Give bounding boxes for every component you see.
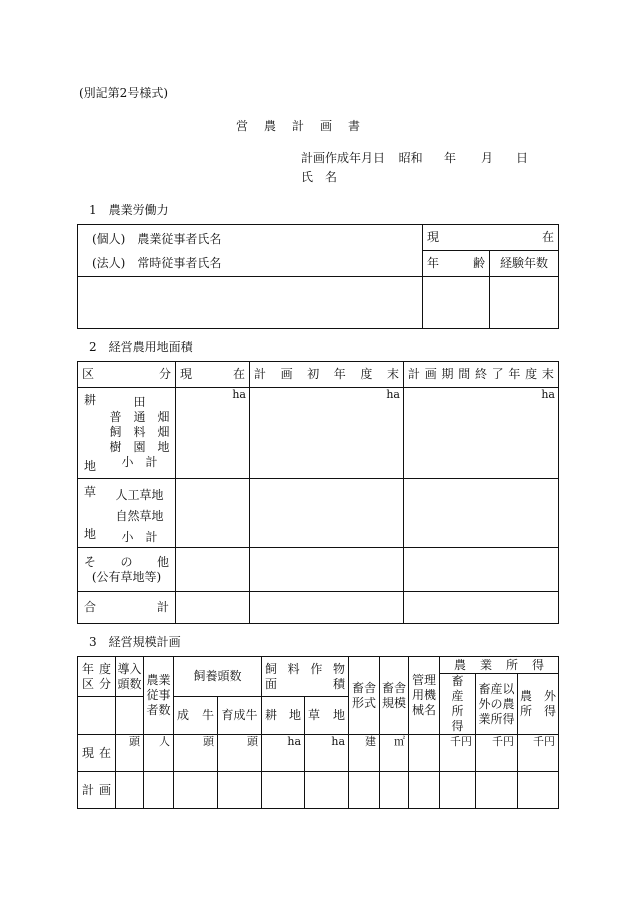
row-plan-label: 計 画 — [78, 772, 116, 809]
grassland-label: 草 地 人工草地 自然草地 小 計 — [78, 479, 176, 548]
land-table — [77, 361, 559, 624]
livestock-header: 飼養頭数 — [174, 657, 262, 697]
other-farm-income-unit: 千円 — [476, 735, 518, 772]
arable-unit: ha — [262, 735, 305, 772]
artificial-grass-label: 人工草地 — [115, 487, 164, 502]
workers-header: 農業 従事 者数 — [144, 657, 174, 735]
experience-header: 経験年数 — [490, 251, 559, 277]
intro-heads-header: 導入 頭数 — [116, 657, 144, 697]
worker-name-header — [78, 225, 423, 277]
form-label: (別記第2号様式) — [79, 86, 168, 100]
young-unit: 頭 — [218, 735, 262, 772]
feed-field-label: 飼 料 畑 — [109, 424, 170, 439]
non-farm-income-unit: 千円 — [518, 735, 559, 772]
plan-start-area-cell: ha — [250, 388, 404, 479]
adult-unit: 頭 — [174, 735, 218, 772]
subtotal-label: 小 計 — [121, 454, 158, 469]
other-label: そ の 他 (公有草地等) — [78, 548, 176, 592]
machinery-header: 管理 用機 械名 — [409, 657, 440, 735]
date-label: 計画作成年月日 — [301, 151, 386, 165]
age-header: 年 齢 — [423, 251, 490, 277]
year-division-header: 年 度 区 分 — [78, 657, 116, 697]
barn-form-header: 畜舎 形式 — [349, 657, 380, 735]
era: 昭和 — [398, 151, 423, 165]
current-area-cell: ha — [176, 388, 250, 479]
upland-label: 普 通 畑 — [109, 409, 170, 424]
intro-heads-unit: 頭 — [116, 735, 144, 772]
division-header: 区 分 — [78, 362, 176, 388]
natural-grass-label: 自然草地 — [115, 508, 164, 523]
year-label: 年 — [444, 151, 457, 165]
current-header: 現 在 — [423, 225, 559, 251]
current-area-header: 現 在 — [176, 362, 250, 388]
individual-label: (個人) 農業従事者氏名 — [92, 231, 222, 246]
section2-heading: 2 経営農用地面積 — [89, 340, 193, 354]
day-label: 日 — [516, 151, 529, 165]
workers-unit: 人 — [144, 735, 174, 772]
young-cattle-header: 育成牛 — [218, 697, 262, 735]
plan-end-area-cell: ha — [404, 388, 559, 479]
page-title: 営 農 計 画 書 — [236, 119, 363, 133]
feed-area-header: 飼 料 作 物 面 積 — [262, 657, 349, 697]
section3-heading: 3 経営規模計画 — [89, 635, 181, 649]
plan-end-header: 計 画 期 間 終 了 年 度 末 — [404, 362, 559, 388]
date-line — [301, 149, 531, 166]
adult-cattle-header: 成 牛 — [174, 697, 218, 735]
other-farm-income-header: 畜産以 外の農 業所得 — [476, 674, 518, 735]
section1-heading: 1 農業労働力 — [89, 203, 169, 217]
barn-size-unit: ㎡ — [380, 735, 409, 772]
grassland-unit: ha — [305, 735, 349, 772]
paddy-label: 田 — [133, 394, 146, 409]
plan-start-header: 計 画 初 年 度 末 — [250, 362, 404, 388]
other-note: (公有草地等) — [91, 569, 162, 584]
age-cell — [423, 277, 490, 329]
total-label: 合 計 — [78, 592, 176, 624]
grass-subtotal-label: 小 計 — [121, 529, 158, 544]
labor-table — [77, 224, 559, 329]
arable-header: 耕 地 — [262, 697, 305, 735]
barn-form-unit: 建 — [349, 735, 380, 772]
experience-cell — [490, 277, 559, 329]
scale-table — [77, 656, 559, 809]
corporate-label: (法人) 常時従事者氏名 — [92, 255, 222, 270]
month-label: 月 — [481, 151, 494, 165]
barn-size-header: 畜舎 規模 — [380, 657, 409, 735]
row-current-label: 現 在 — [78, 735, 116, 772]
non-farm-income-header: 農 外 所 得 — [518, 674, 559, 735]
livestock-income-header: 畜 産 所 得 — [440, 674, 476, 735]
name-label: 氏 名 — [301, 170, 338, 184]
grassland-area-header: 草 地 — [305, 697, 349, 735]
worker-name-cell — [78, 277, 423, 329]
farm-income-header: 農 業 所 得 — [440, 657, 559, 674]
livestock-income-unit: 千円 — [440, 735, 476, 772]
orchard-label: 樹 園 地 — [109, 439, 170, 454]
cultivated-land-label: 耕 地 田 普 通 畑 飼 料 畑 樹 園 地 小 計 — [78, 388, 176, 479]
